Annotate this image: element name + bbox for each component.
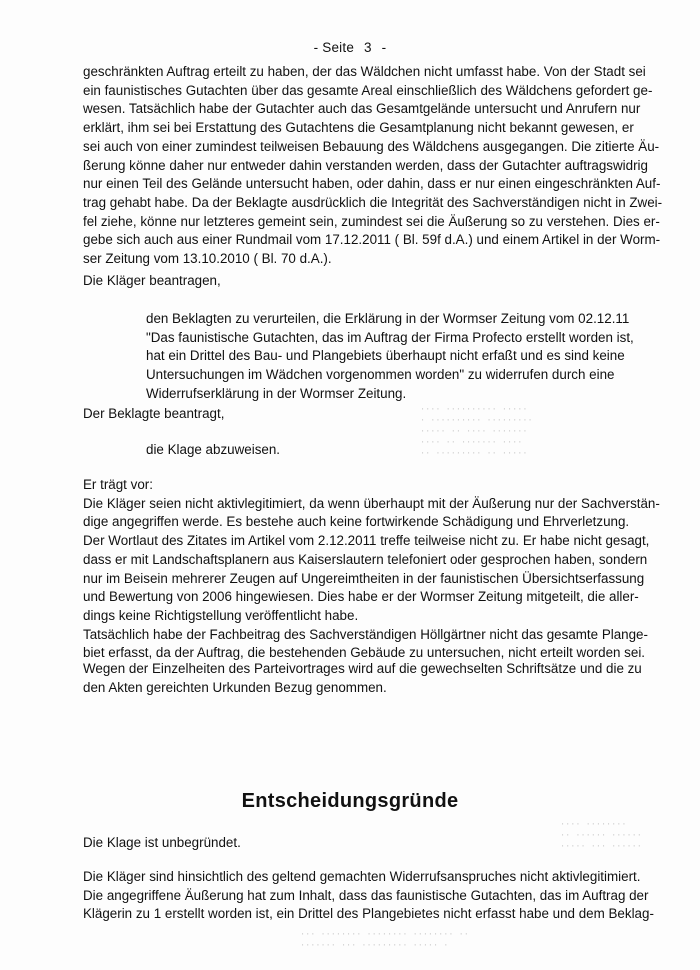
- bleed-through-texture: ···· ········ ·· ······ ······ ····· ··· ······: [560, 820, 642, 852]
- text-line: Die Kläger seien nicht aktivlegitimiert, da wenn überhaupt mit der Äußerung nur der Sachverstän-: [83, 495, 660, 511]
- text-line: wesen. Tatsächlich habe der Gutachter auch das Gesamtgelände untersucht und Anrufern nur: [83, 101, 641, 117]
- text-line: erklärt, ihm sei bei Erstattung des Gutachtens die Gesamtplanung nicht bekannt gewesen, er: [83, 120, 634, 136]
- text-line: und Bewertung von 2006 hingewiesen. Dies habe er der Wormser Zeitung mitgeteilt, die aller-: [83, 589, 639, 605]
- reasons-intro: [83, 834, 643, 853]
- text-line: nur im Beisein mehrerer Zeugen auf Ungereimtheiten in der faunistischen Übersichtserfassung: [83, 570, 645, 586]
- page-label-suffix: -: [381, 40, 387, 55]
- text-line: ein faunistisches Gutachten über das gesamte Areal einschließlich des Wäldchens gefordert ge-: [83, 82, 653, 98]
- text-line: hat ein Drittel des Bau- und Plangebiets überhaupt nicht erfaßt und es sind keine: [146, 348, 625, 364]
- text-line: biet erfasst, da der Auftrag, die bestehenden Gebäude zu untersuchen, nicht erteilt worden sei.: [83, 645, 646, 661]
- bleed-through-texture: ··· ········ ········ ········ ·· ······· ··· ········· ····· ·: [300, 930, 469, 951]
- text-line: ser Zeitung vom 13.10.2010 ( Bl. 70 d.A.).: [83, 251, 332, 267]
- text-line: "Das faunistische Gutachten, das im Auftrag der Firma Profecto erstellt worden ist,: [146, 329, 634, 345]
- text-line: Der Beklagte beantragt,: [83, 406, 225, 421]
- reasons-paragraph: [83, 868, 654, 924]
- text-line: dige angegriffen werde. Es bestehe auch keine fortwirkende Schädigung und Ehrverletzung.: [83, 514, 630, 530]
- page-header: [0, 40, 700, 55]
- text-line: Wegen der Einzelheiten des Parteivortrages wird auf die gewechselten Schriftsätze und die zu: [83, 661, 642, 676]
- text-line: den Beklagten zu verurteilen, die Erklärung in der Wormser Zeitung vom 02.12.11: [146, 311, 630, 326]
- text-line: Die Klage ist unbegründet.: [83, 835, 241, 850]
- plaintiffs-motion-intro: [83, 272, 643, 291]
- text-line: trag gehabt habe. Da der Beklagte ausdrücklich die Integrität des Sachverständigen nicht in Zwei-: [83, 194, 663, 210]
- reference-paragraph: [83, 660, 643, 697]
- text-line: Der Wortlaut des Zitates im Artikel vom 2.12.2011 treffe teilweise nicht zu. Er habe nicht gesagt,: [83, 533, 650, 549]
- text-line: Widerrufserklärung in der Wormser Zeitung.: [146, 385, 407, 401]
- page-number: 3: [364, 40, 372, 55]
- defendant-motion: [146, 441, 646, 460]
- text-line: Die Kläger sind hinsichtlich des geltend gemachten Widerrufsanspruches nicht aktivlegitimiert.: [83, 869, 641, 884]
- text-line: Untersuchungen im Wädchen vorgenommen worden" zu widerrufen durch eine: [146, 367, 615, 383]
- defendant-submission: [83, 476, 660, 663]
- text-line: die Klage abzuweisen.: [146, 442, 280, 457]
- bleed-through-texture: ···· ·········· ····· · ·········· ········· ····· ·· ···· ······· ···· ·· ······· ···· ·· ········· ·· ·····: [420, 405, 533, 459]
- text-line: ßerung könne daher nur entweder dahin verstanden werden, dass der Gutachter auftragswidrig: [83, 157, 648, 173]
- text-line: gebe sich auch aus einer Rundmail vom 17.12.2011 ( Bl. 59f d.A.) und einem Artikel in der Worm-: [83, 232, 661, 248]
- text-line: sei auch von einer zumindest teilweisen Bebauung des Wäldchens ausgegangen. Die zitierte Äu-: [83, 138, 660, 154]
- text-line: fel ziehe, könne nur letzteres gemeint sein, zumindest sei die Äußerung so zu verstehen. Dies er-: [83, 213, 660, 229]
- plaintiffs-motion: [146, 310, 646, 404]
- text-line: Tatsächlich habe der Fachbeitrag des Sachverständigen Höllgärtner nicht das gesamte Plange-: [83, 626, 648, 642]
- text-line: Die angegriffene Äußerung hat zum Inhalt, dass das faunistische Gutachten, das im Auftrag der: [83, 887, 649, 903]
- text-line: Er trägt vor:: [83, 477, 153, 492]
- text-line: Die Kläger beantragen,: [83, 273, 221, 288]
- defendant-motion-intro: [83, 405, 643, 424]
- page-label: - Seite: [313, 40, 355, 55]
- section-heading-reasons: Entscheidungsgründe: [241, 790, 459, 812]
- text-line: geschränkten Auftrag erteilt zu haben, der das Wäldchen nicht umfasst habe. Von der Stadt sei: [83, 64, 646, 79]
- text-line: nur einen Teil des Gelände untersucht haben, oder dahin, dass er nur einen eingeschränkten Auf-: [83, 176, 661, 192]
- text-line: dings keine Richtigstellung veröffentlicht habe.: [83, 607, 359, 623]
- text-line: den Akten gereichten Urkunden Bezug genommen.: [83, 679, 387, 695]
- text-line: dass er mit Landschaftsplanern aus Kaiserslautern telefoniert oder gesprochen haben, sondern: [83, 551, 648, 567]
- text-line: Klägerin zu 1 erstellt worden ist, ein Drittel des Plangebietes nicht erfasst habe und dem Beklag-: [83, 906, 654, 922]
- paragraph-plaintiff-argument: [83, 63, 663, 269]
